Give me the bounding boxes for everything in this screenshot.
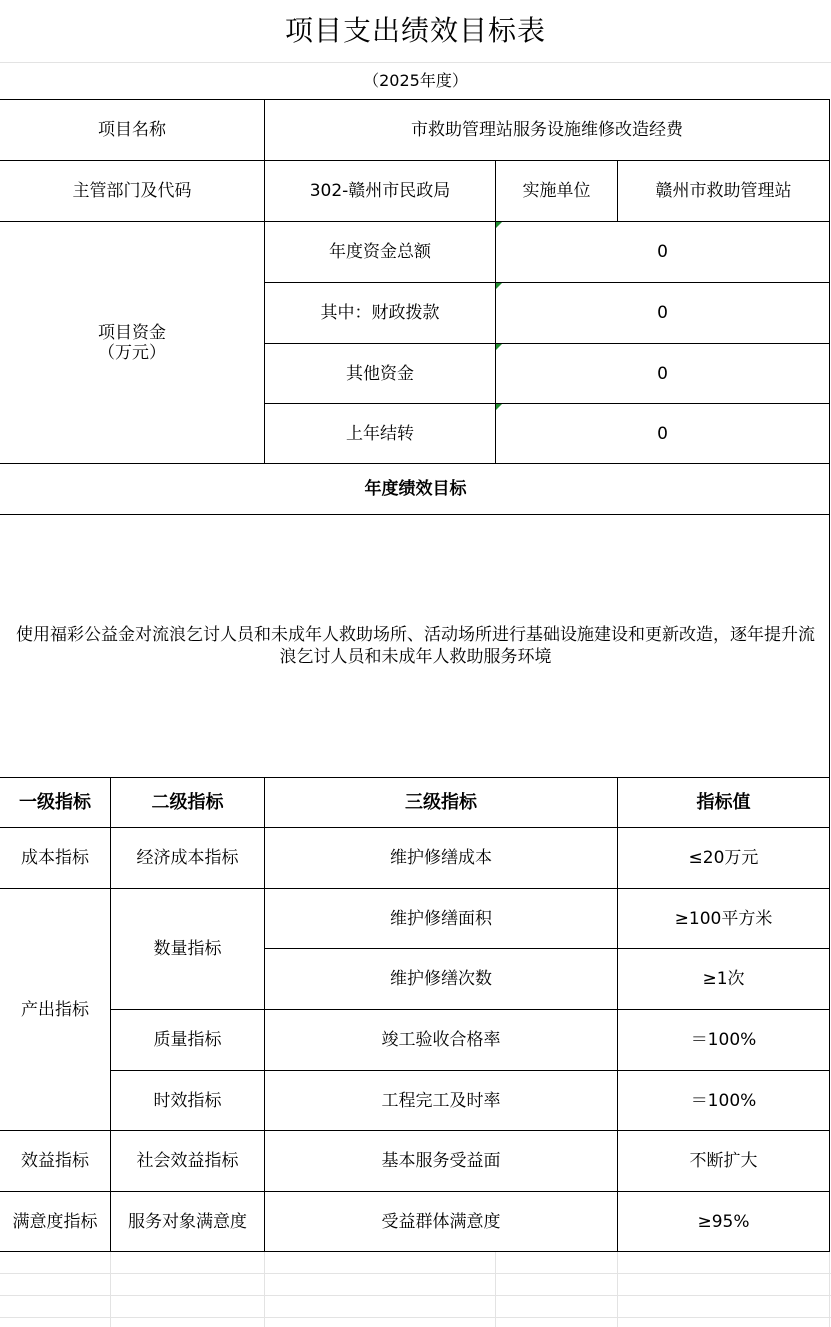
table-border bbox=[0, 777, 830, 778]
table-border bbox=[264, 403, 830, 404]
impl-unit-label: 实施单位 bbox=[522, 181, 591, 201]
grid-line bbox=[617, 1252, 618, 1327]
level1-cell: 满意度指标 bbox=[12, 1211, 98, 1232]
table-border bbox=[0, 888, 830, 889]
goal-text: 使用福彩公益金对流浪乞讨人员和未成年人救助场所、活动场所进行基础设施建设和更新改造，逐年提升流浪乞讨人员和未成年人救助服务环境 bbox=[16, 625, 815, 667]
table-border bbox=[495, 160, 496, 464]
table-border bbox=[264, 343, 830, 344]
indicator-value: ≥100平方米 bbox=[674, 908, 773, 929]
department-label: 主管部门及代码 bbox=[72, 181, 192, 201]
goal-header: 年度绩效目标 bbox=[364, 479, 467, 499]
comment-marker-icon bbox=[496, 404, 502, 410]
level2-cell: 经济成本指标 bbox=[136, 848, 239, 868]
funds-row-value: 0 bbox=[657, 242, 668, 262]
indicator-value: ≥1次 bbox=[702, 969, 745, 989]
table-border bbox=[0, 1251, 830, 1252]
impl-unit-value: 赣州市救助管理站 bbox=[655, 181, 792, 201]
indicator-value: 不断扩大 bbox=[689, 1151, 758, 1171]
indicator-value: ＝100% bbox=[690, 1090, 757, 1111]
table-border bbox=[110, 777, 111, 1252]
table-border bbox=[264, 777, 265, 1252]
level2-cell: 时效指标 bbox=[153, 1090, 222, 1111]
comment-marker-icon bbox=[496, 283, 502, 289]
funds-row-label: 年度资金总额 bbox=[329, 242, 431, 262]
table-border bbox=[0, 463, 830, 464]
level3-cell: 维护修缮次数 bbox=[390, 969, 492, 989]
table-border bbox=[0, 160, 830, 161]
grid-line bbox=[0, 62, 831, 63]
level2-cell: 服务对象满意度 bbox=[128, 1211, 247, 1232]
funds-row-label: 其他资金 bbox=[346, 363, 414, 384]
year-label: （2025年度） bbox=[363, 71, 468, 90]
table-border bbox=[110, 1070, 830, 1071]
table-border bbox=[110, 1009, 830, 1010]
project-name-value: 市救助管理站服务设施维修改造经费 bbox=[411, 120, 683, 140]
table-border bbox=[0, 514, 830, 515]
table-border bbox=[264, 282, 830, 283]
table-border bbox=[829, 99, 830, 1252]
level1-cell: 效益指标 bbox=[21, 1151, 89, 1171]
comment-marker-icon bbox=[496, 222, 502, 228]
grid-line bbox=[264, 1252, 265, 1327]
level1-cell: 成本指标 bbox=[21, 848, 89, 868]
funds-label-line1: 项目资金 bbox=[98, 322, 166, 343]
table-border bbox=[0, 1130, 830, 1131]
department-value: 302-赣州市民政局 bbox=[309, 181, 451, 201]
level3-cell: 维护修缮成本 bbox=[390, 848, 492, 868]
indicator-value: ≥95% bbox=[697, 1211, 750, 1232]
level3-cell: 竣工验收合格率 bbox=[381, 1030, 501, 1050]
level3-cell: 维护修缮面积 bbox=[390, 908, 492, 929]
grid-line bbox=[829, 1252, 830, 1327]
indicator-header: 三级指标 bbox=[405, 791, 477, 813]
grid-line bbox=[495, 1252, 496, 1327]
indicator-header: 二级指标 bbox=[151, 791, 224, 813]
level1-cell: 产出指标 bbox=[21, 999, 89, 1020]
grid-line bbox=[0, 1317, 831, 1318]
level2-cell: 数量指标 bbox=[153, 939, 222, 959]
comment-marker-icon bbox=[496, 344, 502, 350]
funds-label-line2: （万元） bbox=[98, 342, 166, 363]
funds-row-label: 其中：财政拨款 bbox=[320, 303, 440, 323]
table-border bbox=[0, 99, 830, 100]
funds-row-value: 0 bbox=[657, 303, 668, 323]
indicator-value: ≤20万元 bbox=[688, 848, 759, 868]
page-title: 项目支出绩效目标表 bbox=[284, 14, 546, 47]
grid-line bbox=[0, 1273, 831, 1274]
funds-label bbox=[0, 222, 264, 463]
level2-cell: 社会效益指标 bbox=[136, 1151, 239, 1171]
indicator-header: 指标值 bbox=[696, 791, 751, 813]
project-name-label: 项目名称 bbox=[98, 120, 166, 140]
table-border bbox=[264, 948, 830, 949]
indicator-header: 一级指标 bbox=[19, 791, 91, 813]
table-border bbox=[0, 221, 830, 222]
level3-cell: 工程完工及时率 bbox=[381, 1090, 501, 1111]
funds-row-label: 上年结转 bbox=[346, 423, 414, 444]
table-border bbox=[617, 160, 618, 222]
funds-row-value: 0 bbox=[657, 423, 668, 444]
table-border bbox=[264, 99, 265, 464]
level3-cell: 基本服务受益面 bbox=[381, 1151, 501, 1171]
indicator-value: ＝100% bbox=[690, 1030, 757, 1050]
grid-line bbox=[0, 1295, 831, 1296]
funds-row-value: 0 bbox=[657, 363, 668, 384]
table-border bbox=[0, 827, 830, 828]
level3-cell: 受益群体满意度 bbox=[381, 1211, 501, 1232]
level2-cell: 质量指标 bbox=[153, 1030, 222, 1050]
table-border bbox=[0, 1191, 830, 1192]
grid-line bbox=[110, 1252, 111, 1327]
table-border bbox=[617, 777, 618, 1252]
